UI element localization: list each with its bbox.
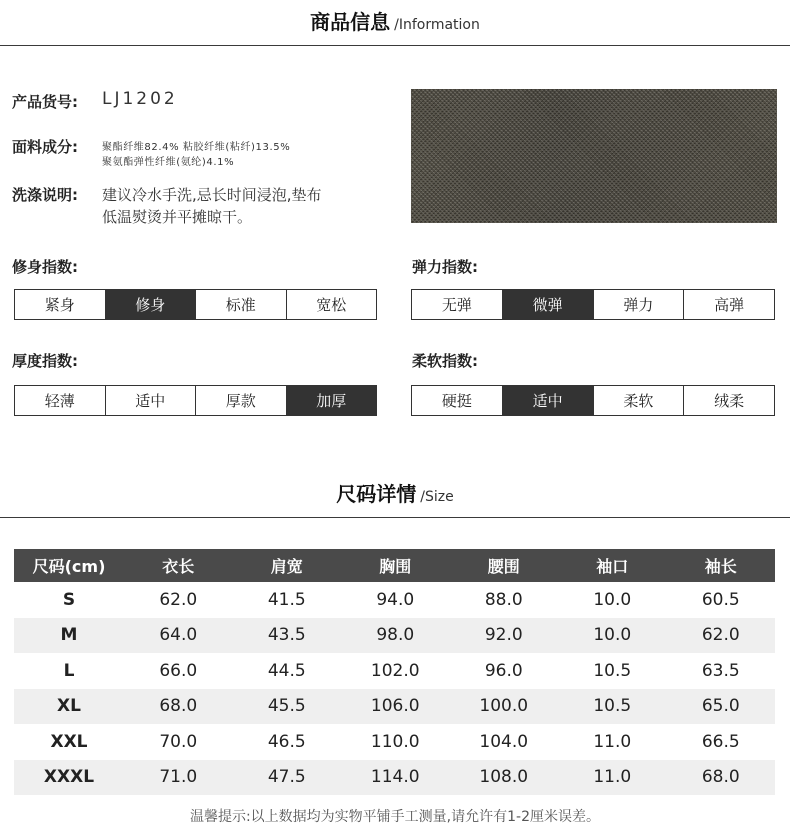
fit-index-label: 修身指数: bbox=[12, 258, 78, 276]
elasticity-index-scale bbox=[411, 289, 775, 320]
wash-line-2: 低温熨烫并平摊晾干。 bbox=[102, 208, 253, 226]
table-cell: 43.5 bbox=[233, 618, 342, 654]
size-title-zh: 尺码详情 bbox=[336, 482, 417, 506]
softness-option-medium: 适中 bbox=[503, 386, 594, 415]
elasticity-index-label: 弹力指数: bbox=[412, 258, 478, 276]
thickness-option-extra-thick: 加厚 bbox=[287, 386, 377, 415]
table-cell: 110.0 bbox=[370, 731, 420, 752]
table-row bbox=[14, 653, 775, 689]
softness-option-soft: 柔软 bbox=[594, 386, 685, 415]
table-cell: 94.0 bbox=[376, 589, 415, 610]
table-cell: 71.0 bbox=[124, 760, 233, 796]
fit-option-tight: 紧身 bbox=[15, 290, 106, 319]
table-cell: 10.5 bbox=[558, 689, 667, 725]
col-length: 衣长 bbox=[124, 549, 233, 582]
table-cell: 108.0 bbox=[450, 760, 559, 796]
col-sleeve: 袖长 bbox=[667, 549, 776, 582]
col-shoulder: 肩宽 bbox=[233, 549, 342, 582]
information-title-en: /Information bbox=[394, 17, 480, 33]
col-chest: 胸围 bbox=[341, 549, 450, 582]
elasticity-option-none: 无弹 bbox=[412, 290, 503, 319]
size-cell: XXXL bbox=[14, 760, 124, 796]
size-title bbox=[0, 478, 790, 507]
information-title bbox=[0, 6, 790, 35]
table-cell: 11.0 bbox=[593, 731, 632, 752]
table-cell: 10.0 bbox=[593, 589, 632, 610]
table-cell: 44.5 bbox=[267, 660, 306, 681]
table-cell: 96.0 bbox=[484, 660, 523, 681]
fit-option-regular: 标准 bbox=[196, 290, 287, 319]
table-cell: 70.0 bbox=[159, 731, 198, 752]
table-cell: 10.0 bbox=[558, 618, 667, 654]
table-row bbox=[14, 724, 775, 760]
size-cell: S bbox=[62, 589, 76, 610]
table-cell: 88.0 bbox=[484, 589, 523, 610]
softness-option-plush: 绒柔 bbox=[684, 386, 774, 415]
size-divider bbox=[0, 517, 790, 518]
product-code-label: 产品货号: bbox=[12, 93, 78, 111]
information-title-zh: 商品信息 bbox=[310, 10, 391, 34]
table-cell: 47.5 bbox=[233, 760, 342, 796]
table-cell: 65.0 bbox=[667, 689, 776, 725]
table-cell: 102.0 bbox=[370, 660, 420, 681]
table-cell: 62.0 bbox=[159, 589, 198, 610]
elasticity-option-high: 高弹 bbox=[684, 290, 774, 319]
table-cell: 68.0 bbox=[124, 689, 233, 725]
thickness-option-thick: 厚款 bbox=[196, 386, 287, 415]
fit-option-slim: 修身 bbox=[106, 290, 197, 319]
col-size: 尺码(cm) bbox=[14, 549, 124, 582]
product-code-value: LJ1202 bbox=[102, 89, 178, 109]
size-cell: M bbox=[14, 618, 124, 654]
softness-index-scale bbox=[411, 385, 775, 416]
table-row bbox=[14, 760, 775, 796]
wash-line-1: 建议冷水手洗,忌长时间浸泡,垫布 bbox=[102, 186, 322, 204]
table-cell: 45.5 bbox=[233, 689, 342, 725]
table-cell: 41.5 bbox=[267, 589, 306, 610]
softness-index-label: 柔软指数: bbox=[412, 352, 478, 370]
col-cuff: 袖口 bbox=[558, 549, 667, 582]
table-cell: 104.0 bbox=[479, 731, 529, 752]
table-row bbox=[14, 689, 775, 725]
table-cell: 66.5 bbox=[701, 731, 740, 752]
fabric-label: 面料成分: bbox=[12, 138, 78, 156]
table-cell: 46.5 bbox=[267, 731, 306, 752]
table-cell: 92.0 bbox=[450, 618, 559, 654]
table-cell: 114.0 bbox=[341, 760, 450, 796]
fabric-line-2: 聚氨酯弹性纤维(氨纶)4.1% bbox=[102, 157, 235, 168]
elasticity-option-stretch: 弹力 bbox=[594, 290, 685, 319]
softness-option-stiff: 硬挺 bbox=[412, 386, 503, 415]
wash-label: 洗涤说明: bbox=[12, 186, 78, 204]
measurement-note: 温馨提示:以上数据均为实物平铺手工测量,请允许有1-2厘米误差。 bbox=[189, 809, 601, 825]
table-row bbox=[14, 582, 775, 618]
thickness-option-thin: 轻薄 bbox=[15, 386, 106, 415]
table-cell: 10.5 bbox=[593, 660, 632, 681]
size-cell: XL bbox=[14, 689, 124, 725]
size-table bbox=[14, 549, 775, 795]
table-cell: 106.0 bbox=[341, 689, 450, 725]
size-title-en: /Size bbox=[420, 489, 454, 505]
col-waist: 腰围 bbox=[450, 549, 559, 582]
table-cell: 100.0 bbox=[450, 689, 559, 725]
table-cell: 68.0 bbox=[667, 760, 776, 796]
size-cell: L bbox=[63, 660, 75, 681]
table-cell: 62.0 bbox=[667, 618, 776, 654]
table-cell: 98.0 bbox=[341, 618, 450, 654]
table-cell: 11.0 bbox=[558, 760, 667, 796]
fit-index-scale bbox=[14, 289, 377, 320]
fit-option-loose: 宽松 bbox=[287, 290, 377, 319]
table-row bbox=[14, 618, 775, 654]
table-cell: 66.0 bbox=[159, 660, 198, 681]
thickness-index-label: 厚度指数: bbox=[12, 352, 78, 370]
table-cell: 63.5 bbox=[701, 660, 740, 681]
table-cell: 60.5 bbox=[701, 589, 740, 610]
thickness-option-medium: 适中 bbox=[106, 386, 197, 415]
fabric-line-1: 聚酯纤维82.4% 粘胶纤维(粘纤)13.5% bbox=[102, 142, 291, 153]
size-table-header bbox=[14, 549, 775, 582]
size-cell: XXL bbox=[50, 731, 88, 752]
information-divider bbox=[0, 45, 790, 46]
elasticity-option-slight: 微弹 bbox=[503, 290, 594, 319]
thickness-index-scale bbox=[14, 385, 377, 416]
fabric-swatch-image bbox=[411, 89, 777, 223]
table-cell: 64.0 bbox=[124, 618, 233, 654]
